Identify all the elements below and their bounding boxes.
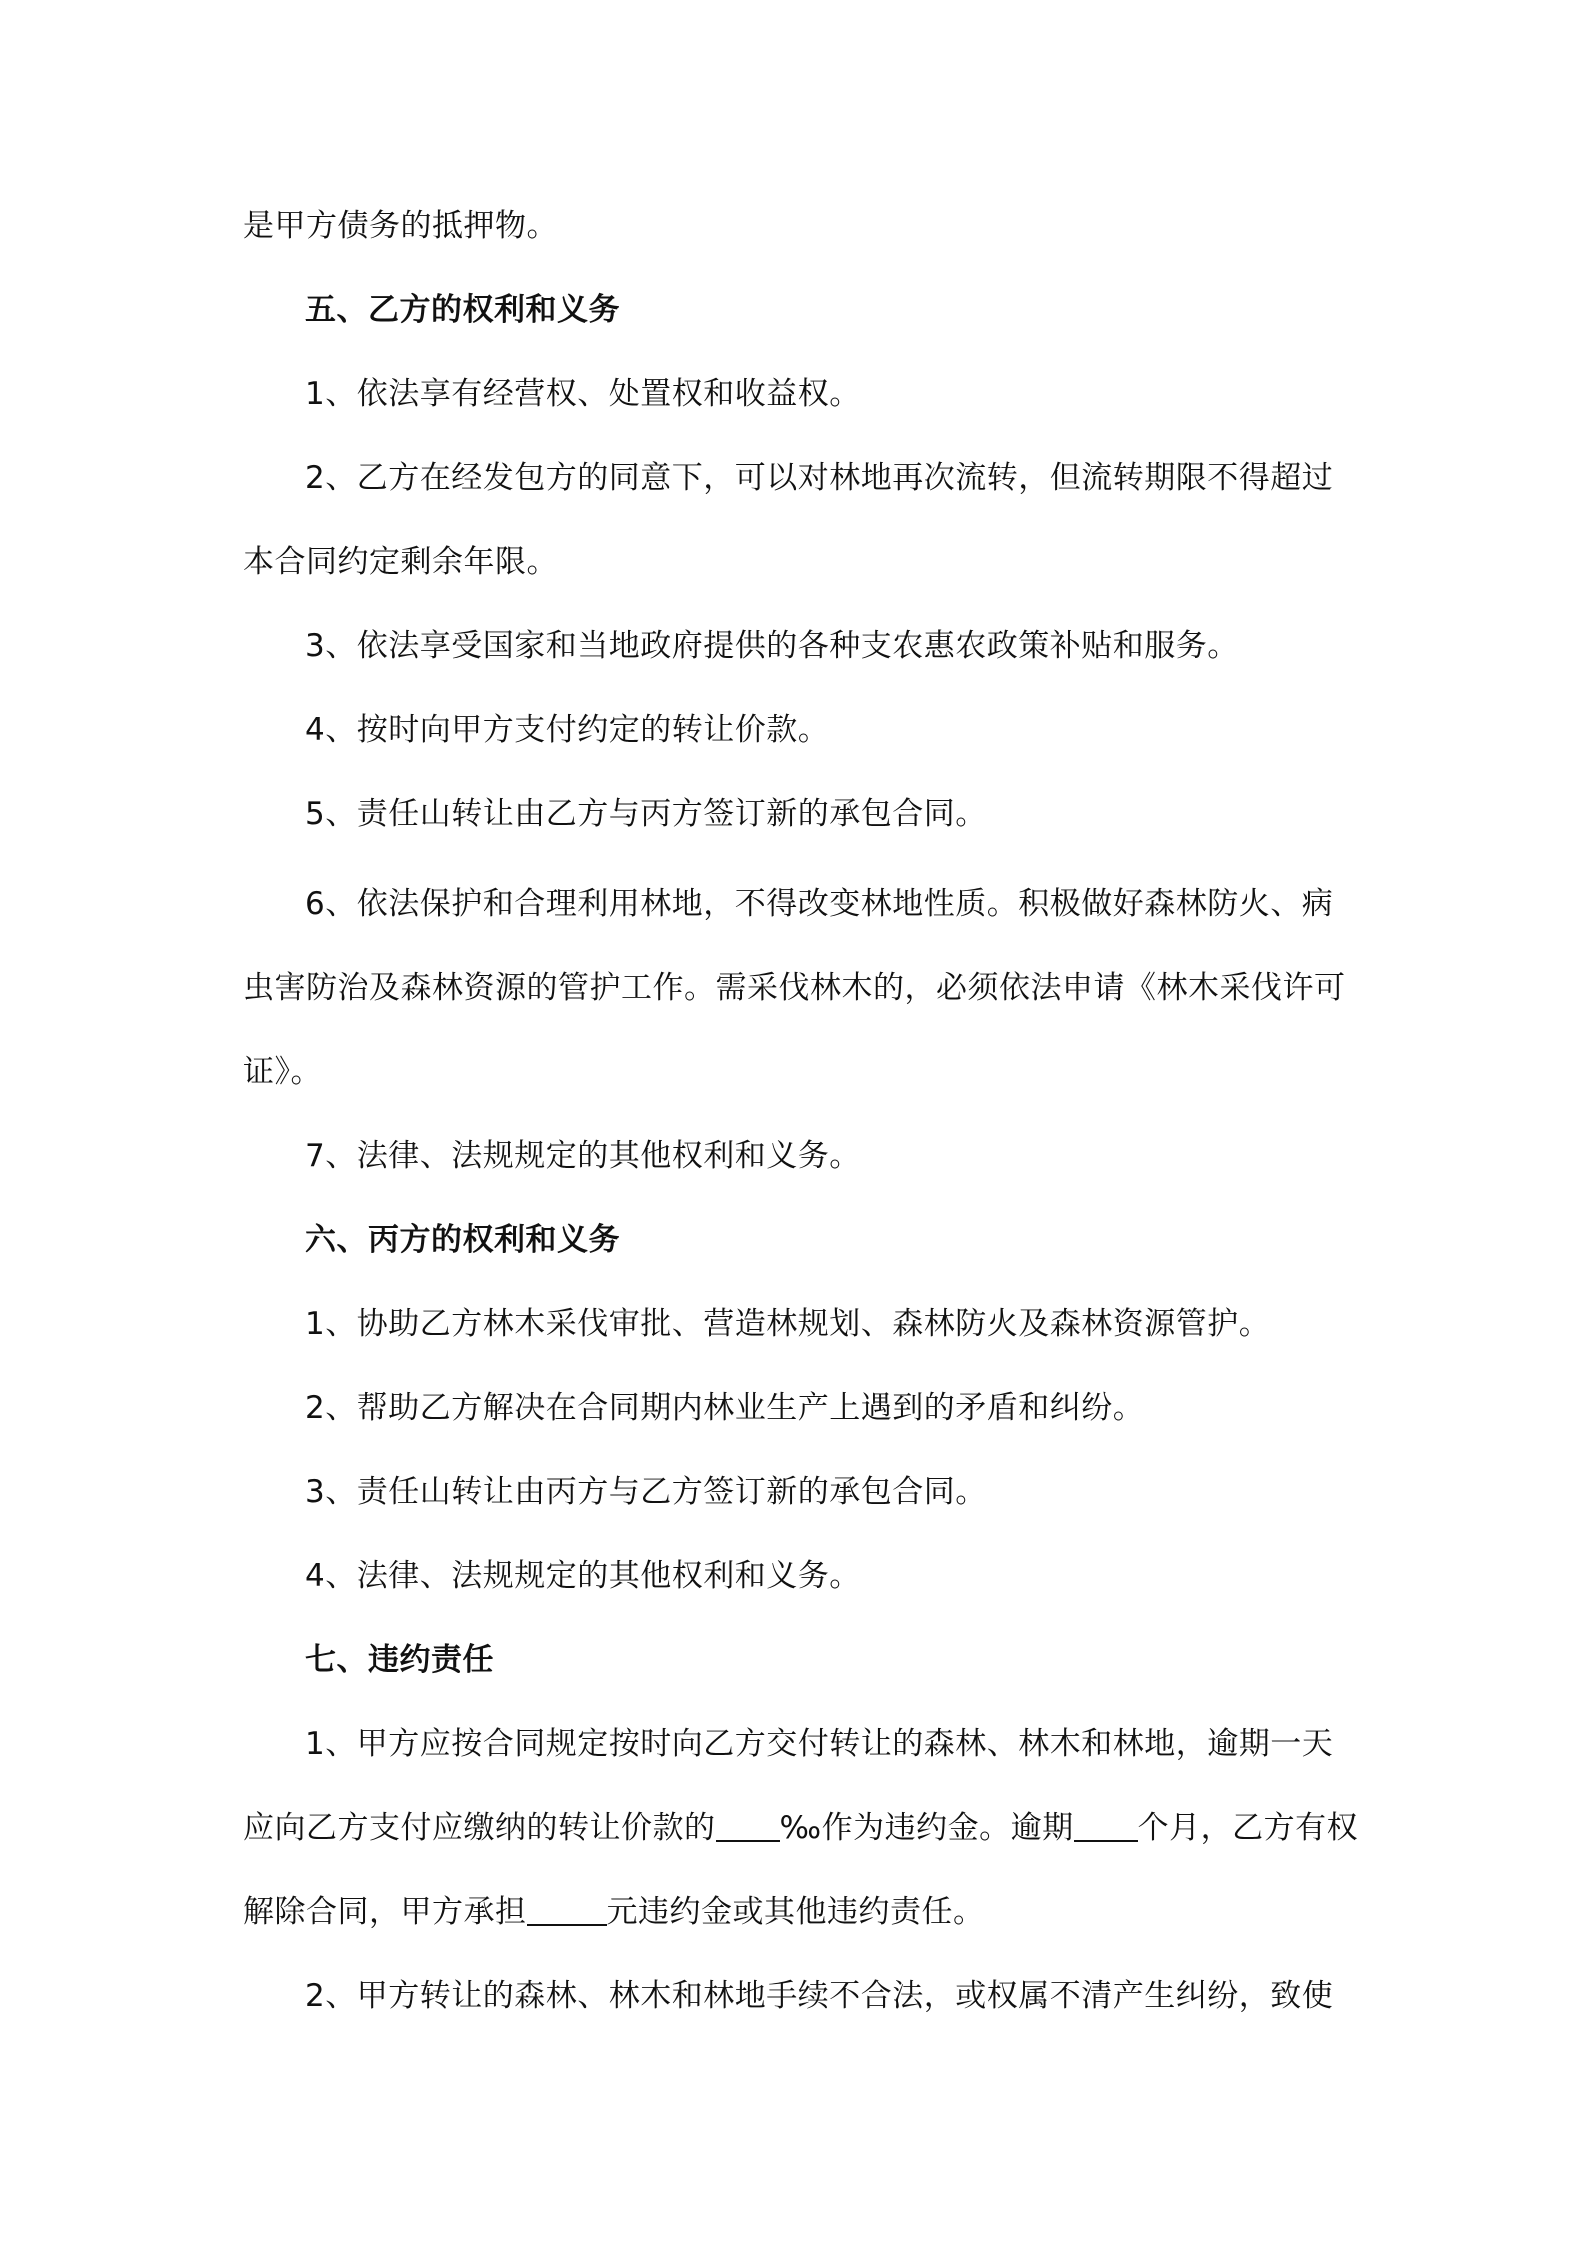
fill-in-blank: [716, 1810, 780, 1842]
paragraph-line: [243, 1808, 1359, 1848]
paragraph-line: 1、依法享有经营权、处置权和收益权。: [305, 376, 861, 412]
paragraph-line: 7、法律、法规规定的其他权利和义务。: [305, 1138, 861, 1174]
paragraph-line: 虫害防治及森林资源的管护工作。需采伐林木的，必须依法申请《林木采伐许可: [243, 970, 1346, 1006]
paragraph-line: 证》。: [243, 1054, 322, 1090]
paragraph-line: 4、法律、法规规定的其他权利和义务。: [305, 1558, 861, 1594]
paragraph-line: 2、乙方在经发包方的同意下，可以对林地再次流转，但流转期限不得超过: [305, 460, 1334, 496]
text-fragment: 应向乙方支付应缴纳的转让价款的: [243, 1810, 716, 1846]
paragraph-line: 3、依法享受国家和当地政府提供的各种支农惠农政策补贴和服务。: [305, 628, 1239, 664]
fill-in-blank: [527, 1894, 607, 1926]
section-heading-6: 六、丙方的权利和义务: [305, 1222, 620, 1258]
paragraph-line: 2、帮助乙方解决在合同期内林业生产上遇到的矛盾和纠纷。: [305, 1390, 1145, 1426]
paragraph-line: 本合同约定剩余年限。: [243, 544, 558, 580]
text-fragment: 解除合同，甲方承担: [243, 1894, 527, 1930]
paragraph-line: 是甲方债务的抵押物。: [243, 208, 558, 244]
section-heading-7: 七、违约责任: [305, 1642, 494, 1678]
paragraph-line: 4、按时向甲方支付约定的转让价款。: [305, 712, 830, 748]
fill-in-blank: [1074, 1810, 1138, 1842]
text-fragment: ‰作为违约金。逾期: [779, 1810, 1074, 1846]
paragraph-line: 1、协助乙方林木采伐审批、营造林规划、森林防火及森林资源管护。: [305, 1306, 1271, 1342]
paragraph-line: [243, 1892, 1353, 1932]
paragraph-line: 2、甲方转让的森林、林木和林地手续不合法，或权属不清产生纠纷，致使: [305, 1978, 1334, 2014]
text-fragment: 个月，乙方有权: [1137, 1810, 1359, 1846]
section-heading-5: 五、乙方的权利和义务: [305, 292, 620, 328]
paragraph-line: 5、责任山转让由乙方与丙方签订新的承包合同。: [305, 796, 987, 832]
paragraph-line: 6、依法保护和合理利用林地，不得改变林地性质。积极做好森林防火、病: [305, 886, 1334, 922]
text-fragment: 元违约金或其他违约责任。: [606, 1894, 985, 1930]
paragraph-line: 3、责任山转让由丙方与乙方签订新的承包合同。: [305, 1474, 987, 1510]
paragraph-line: 1、甲方应按合同规定按时向乙方交付转让的森林、林木和林地，逾期一天: [305, 1726, 1334, 1762]
